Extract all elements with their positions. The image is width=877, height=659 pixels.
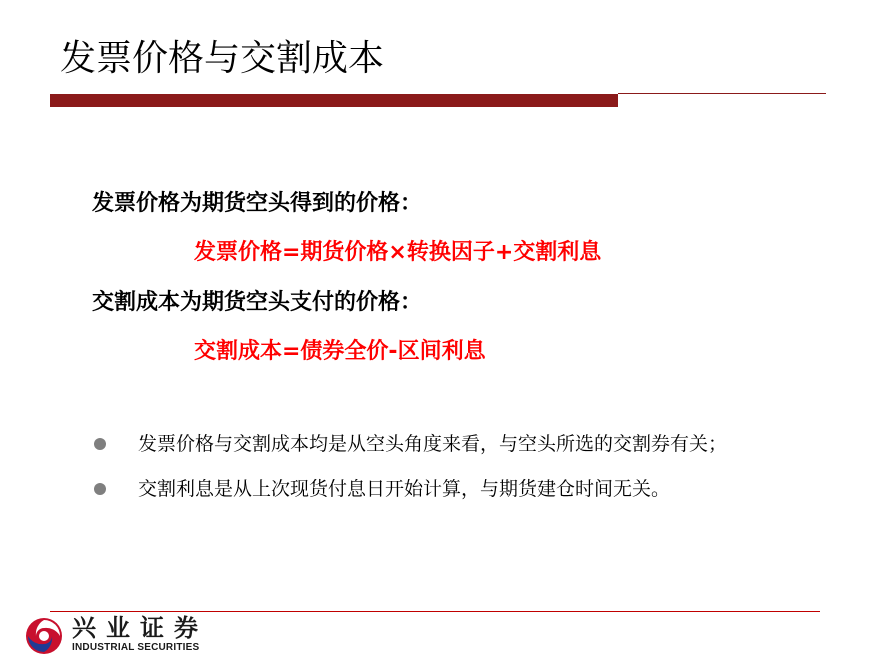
- footer-divider: [50, 611, 820, 612]
- bullet-text: 发票价格与交割成本均是从空头角度来看，与空头所选的交割券有关；: [138, 433, 728, 455]
- logo-chinese-name: 兴业证券: [72, 613, 208, 642]
- invoice-price-definition: 发票价格为期货空头得到的价格：: [92, 191, 423, 216]
- delivery-cost-definition: 交割成本为期货空头支付的价格：: [92, 290, 423, 315]
- slide-title: 发票价格与交割成本: [60, 38, 385, 79]
- bullet-dot-icon: [94, 483, 106, 495]
- bullet-text: 交割利息是从上次现货付息日开始计算，与期货建仓时间无关。: [138, 478, 671, 500]
- title-underline-thin: [618, 93, 826, 94]
- logo-english-name: INDUSTRIAL SECURITIES: [72, 642, 200, 653]
- title-underline-bar: [50, 94, 618, 107]
- industrial-securities-logo-icon: [24, 616, 64, 656]
- company-logo: [24, 614, 244, 658]
- invoice-price-formula: 发票价格=期货价格×转换因子+交割利息: [194, 240, 602, 265]
- bullet-dot-icon: [94, 438, 106, 450]
- delivery-cost-formula: 交割成本=债券全价-区间利息: [194, 339, 486, 364]
